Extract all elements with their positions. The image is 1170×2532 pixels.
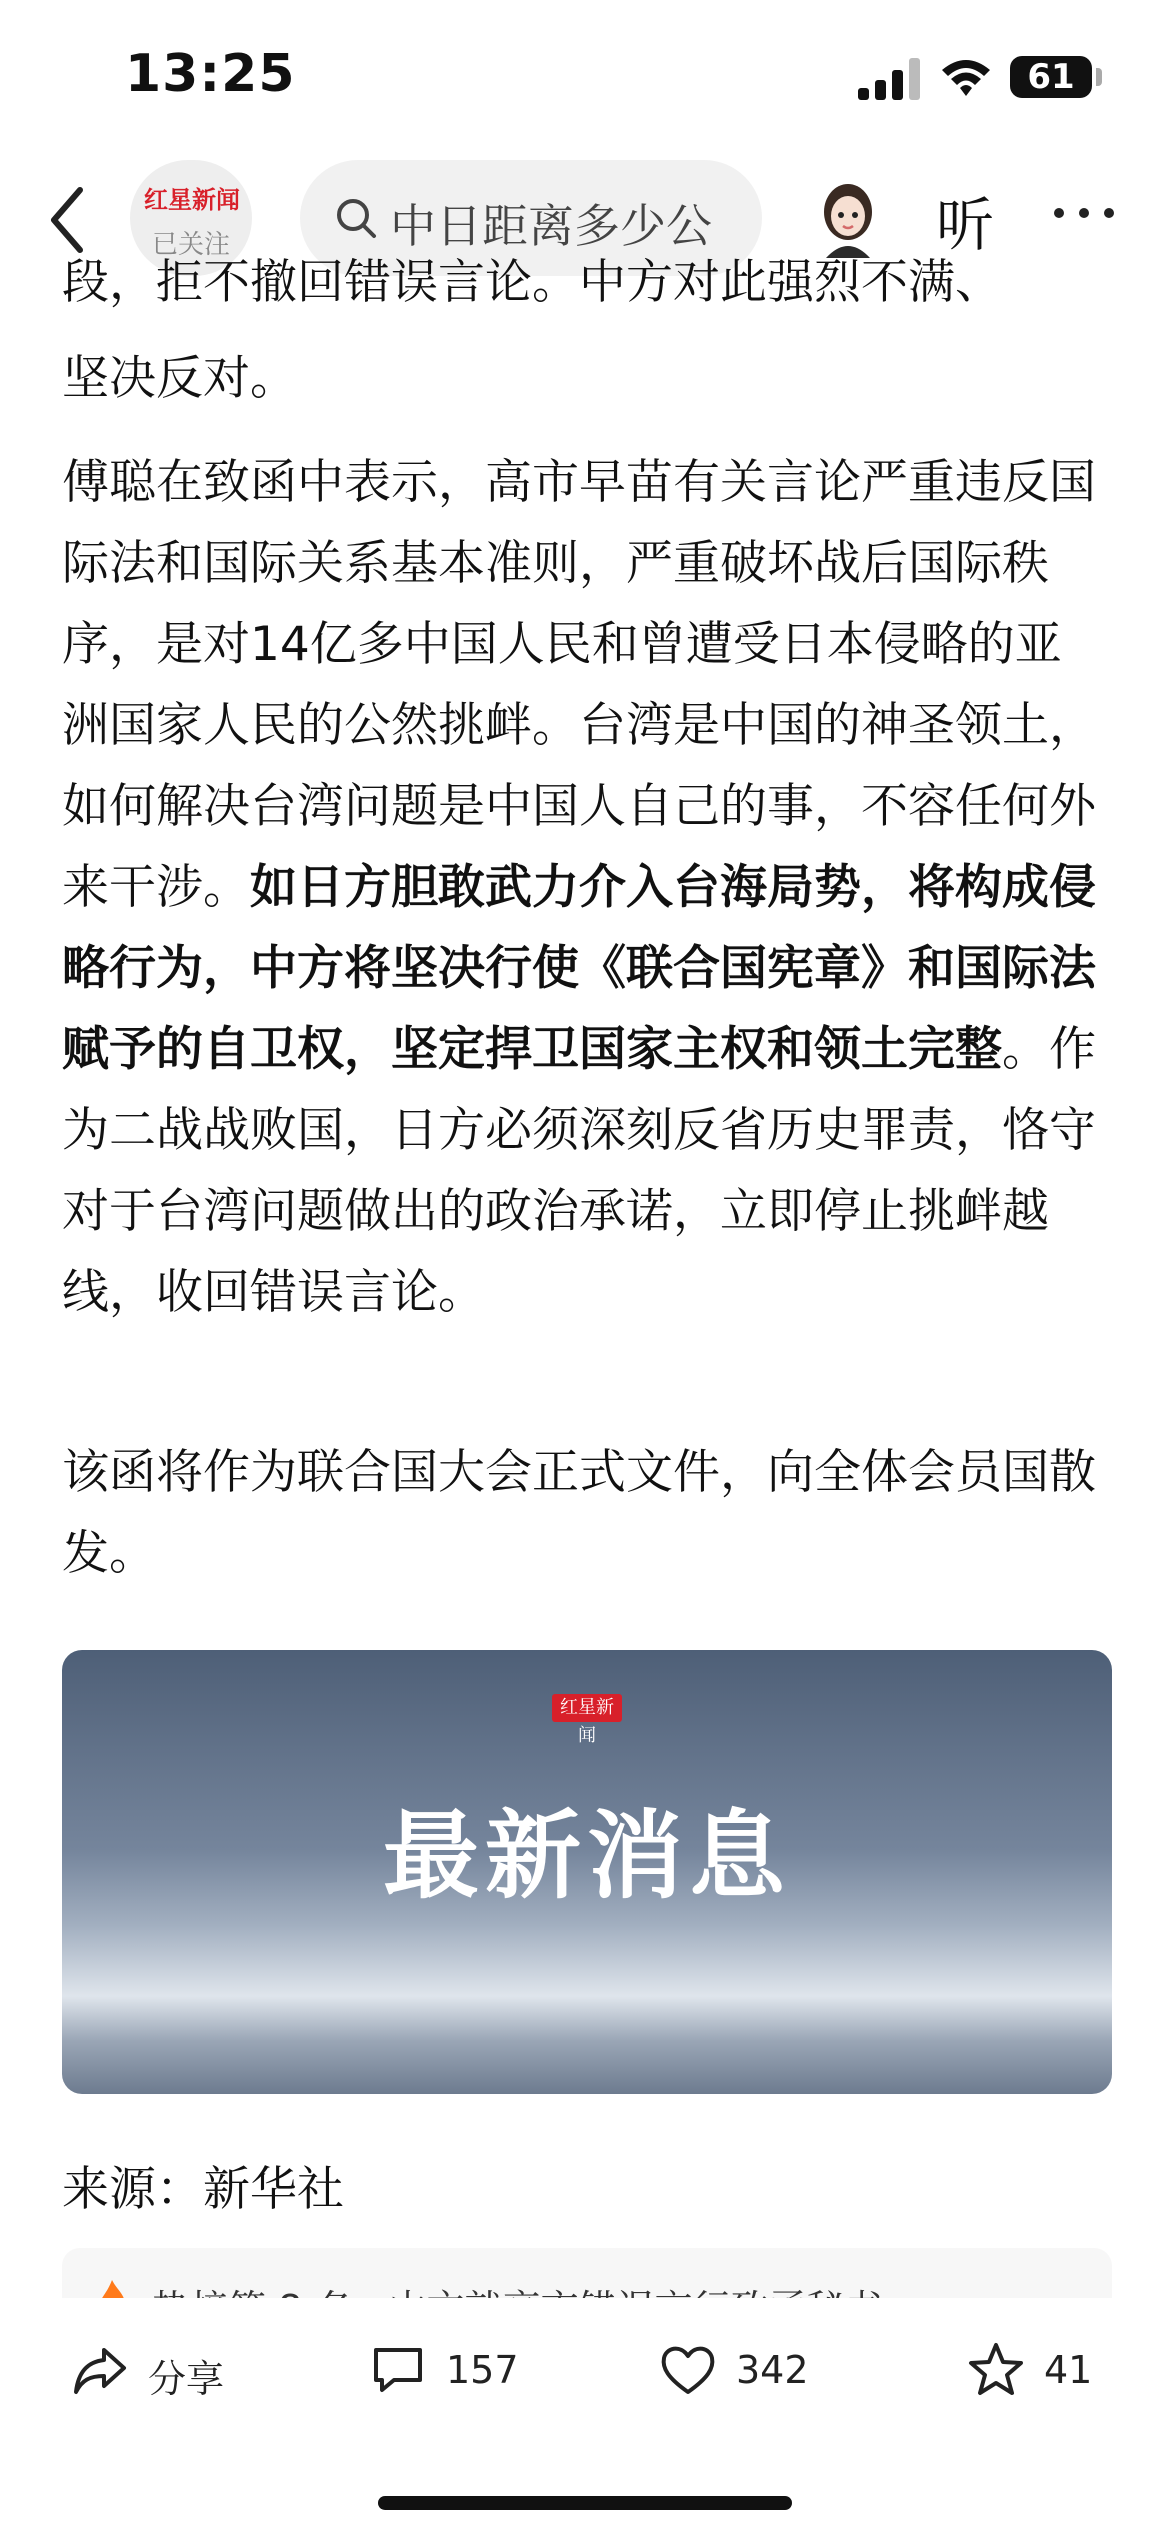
article-source: 来源：新华社 [62, 2162, 344, 2217]
comment-icon [368, 2340, 428, 2400]
share-label: 分享 [148, 2357, 225, 2401]
article-body [62, 255, 1108, 2280]
share-button[interactable] [70, 2340, 250, 2400]
news-image-headline: 最新消息 [383, 1800, 791, 1912]
star-icon [966, 2340, 1026, 2400]
cellular-signal-icon [858, 58, 922, 100]
favorite-count: 41 [1044, 2348, 1093, 2392]
more-options-icon[interactable] [1054, 208, 1114, 220]
publisher-logo-icon [144, 182, 238, 216]
listen-button[interactable]: 听 [936, 191, 995, 259]
status-bar [0, 0, 1170, 150]
home-indicator[interactable] [378, 2496, 792, 2510]
paragraph-2-text-b: 。作为二战战败国，日方必须深刻反省历史罪责，恪守对于台湾问题做出的政治承诺，立即停止挑衅越线，收回错误言论。 [62, 1022, 1096, 1320]
news-image-logo: 红星新闻 [552, 1694, 622, 1722]
article-paragraph-1: 坚决反对。 [62, 351, 297, 406]
publisher-logo-text: 红星新闻 [144, 185, 240, 214]
paragraph-2-emphasis: 如日方胆敢武力介入台海局势，将构成侵略行为，中方将坚决行使《联合国宪章》和国际法赋予的自卫权，坚定捍卫国家主权和领土完整 [62, 860, 1096, 1077]
comment-count: 157 [446, 2348, 519, 2392]
comment-button[interactable] [368, 2340, 548, 2400]
article-paragraph-2 [62, 442, 1108, 1333]
battery-icon: 61 [1010, 56, 1092, 98]
news-image[interactable] [62, 1650, 1112, 2094]
paragraph-2-text-a: 傅聪在致函中表示，高市早苗有关言论严重违反国际法和国际关系基本准则，严重破坏战后国际秩序，是对14亿多中国人民和曾遭受日本侵略的亚洲国家人民的公然挑衅。台湾是中国的神圣领土，如何解决台湾问题是中国人自己的事，不容任何外来干涉。 [62, 455, 1096, 915]
favorite-button[interactable] [966, 2340, 1116, 2400]
like-count: 342 [736, 2348, 809, 2392]
search-query-text: 中日距离多少公 [390, 199, 712, 253]
wifi-icon [940, 56, 992, 100]
like-button[interactable] [658, 2340, 838, 2400]
heart-icon [658, 2340, 718, 2400]
bottom-action-bar [0, 2298, 1170, 2532]
share-icon [70, 2340, 130, 2400]
follow-status[interactable]: 已关注 [151, 230, 230, 260]
status-time: 13:25 [125, 44, 296, 104]
battery-cap [1096, 68, 1102, 86]
article-cut-line: 段，拒不撤回错误言论。中方对此强烈不满、 [62, 255, 1002, 310]
search-icon [334, 196, 378, 240]
article-paragraph-3: 该函将作为联合国大会正式文件，向全体会员国散发。 [62, 1445, 1096, 1581]
